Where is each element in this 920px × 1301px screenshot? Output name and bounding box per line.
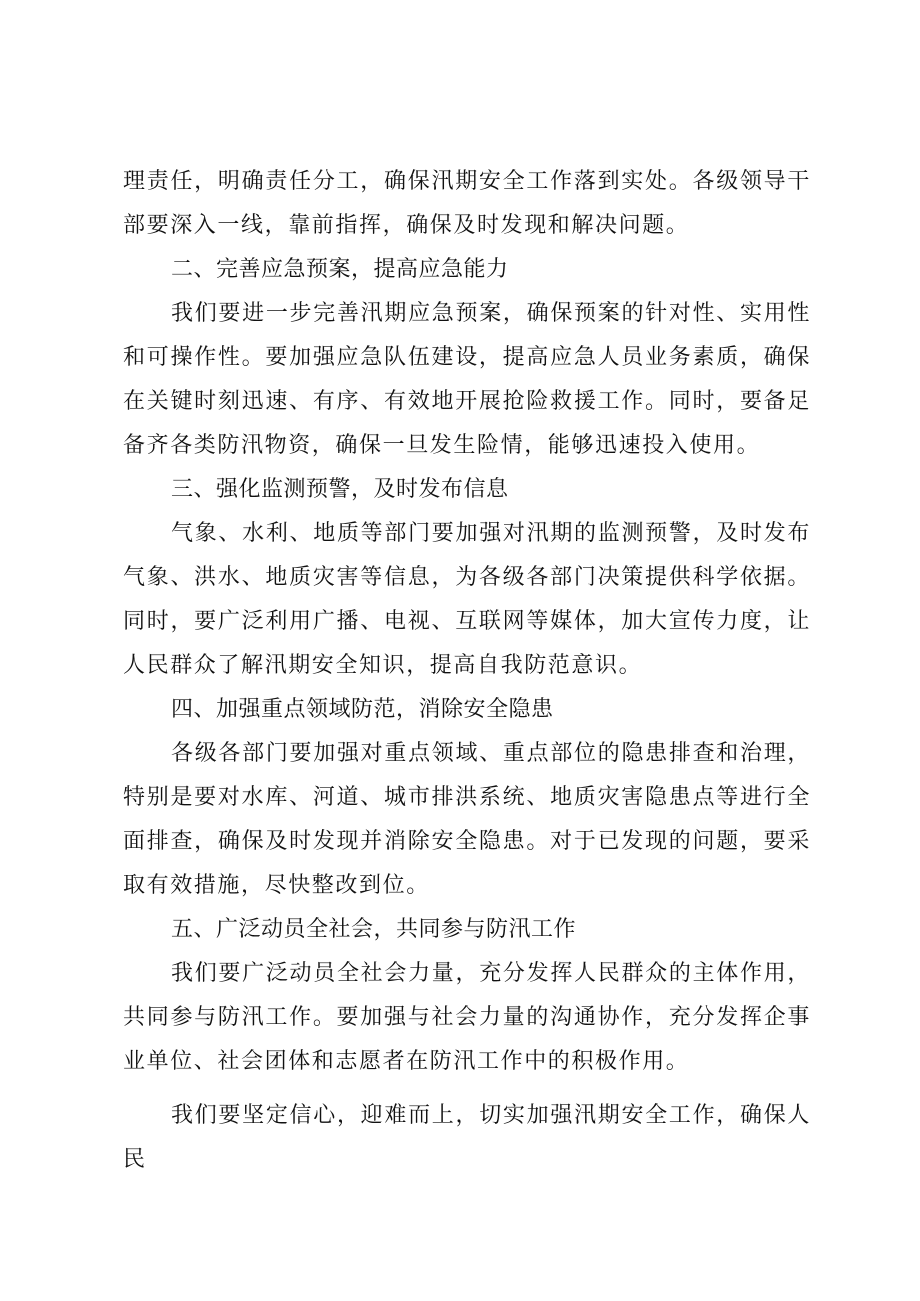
document-body — [123, 160, 811, 1182]
section-body-2: 我们要进一步完善汛期应急预案，确保预案的针对性、实用性和可操作性。要加强应急队伍建设，提高应急人员业务素质，确保在关键时刻迅速、有序、有效地开展抢险救援工作。同时，要备足备齐各类防汛物资，确保一旦发生险情，能够迅速投入使用。 — [123, 301, 811, 458]
section-body-4: 各级各部门要加强对重点领域、重点部位的隐患排查和治理，特别是要对水库、河道、城市排洪系统、地质灾害隐患点等进行全面排查，确保及时发现并消除安全隐患。对于已发现的问题，要采取有效措施，尽快整改到位。 — [123, 741, 811, 898]
section-heading-4: 四、加强重点领域防范，消除安全隐患 — [171, 697, 554, 722]
section-heading-5: 五、广泛动员全社会，共同参与防汛工作 — [171, 917, 577, 942]
section-body-3: 气象、水利、地质等部门要加强对汛期的监测预警，及时发布气象、洪水、地质灾害等信息，为各级各部门决策提供科学依据。同时，要广泛利用广播、电视、互联网等媒体，加大宣传力度，让人民群众了解汛期安全知识，提高自我防范意识。 — [123, 521, 811, 678]
section-body-5: 我们要广泛动员全社会力量，充分发挥人民群众的主体作用，共同参与防汛工作。要加强与社会力量的沟通协作，充分发挥企事业单位、社会团体和志愿者在防汛工作中的积极作用。 — [123, 961, 811, 1074]
section-heading-3: 三、强化监测预警，及时发布信息 — [171, 477, 509, 502]
section-heading-2: 二、完善应急预案，提高应急能力 — [171, 257, 509, 282]
intro-continuation-paragraph: 理责任，明确责任分工，确保汛期安全工作落到实处。各级领导干部要深入一线，靠前指挥，确保及时发现和解决问题。 — [123, 169, 811, 238]
closing-paragraph: 我们要坚定信心，迎难而上，切实加强汛期安全工作，确保人民 — [123, 1103, 811, 1172]
